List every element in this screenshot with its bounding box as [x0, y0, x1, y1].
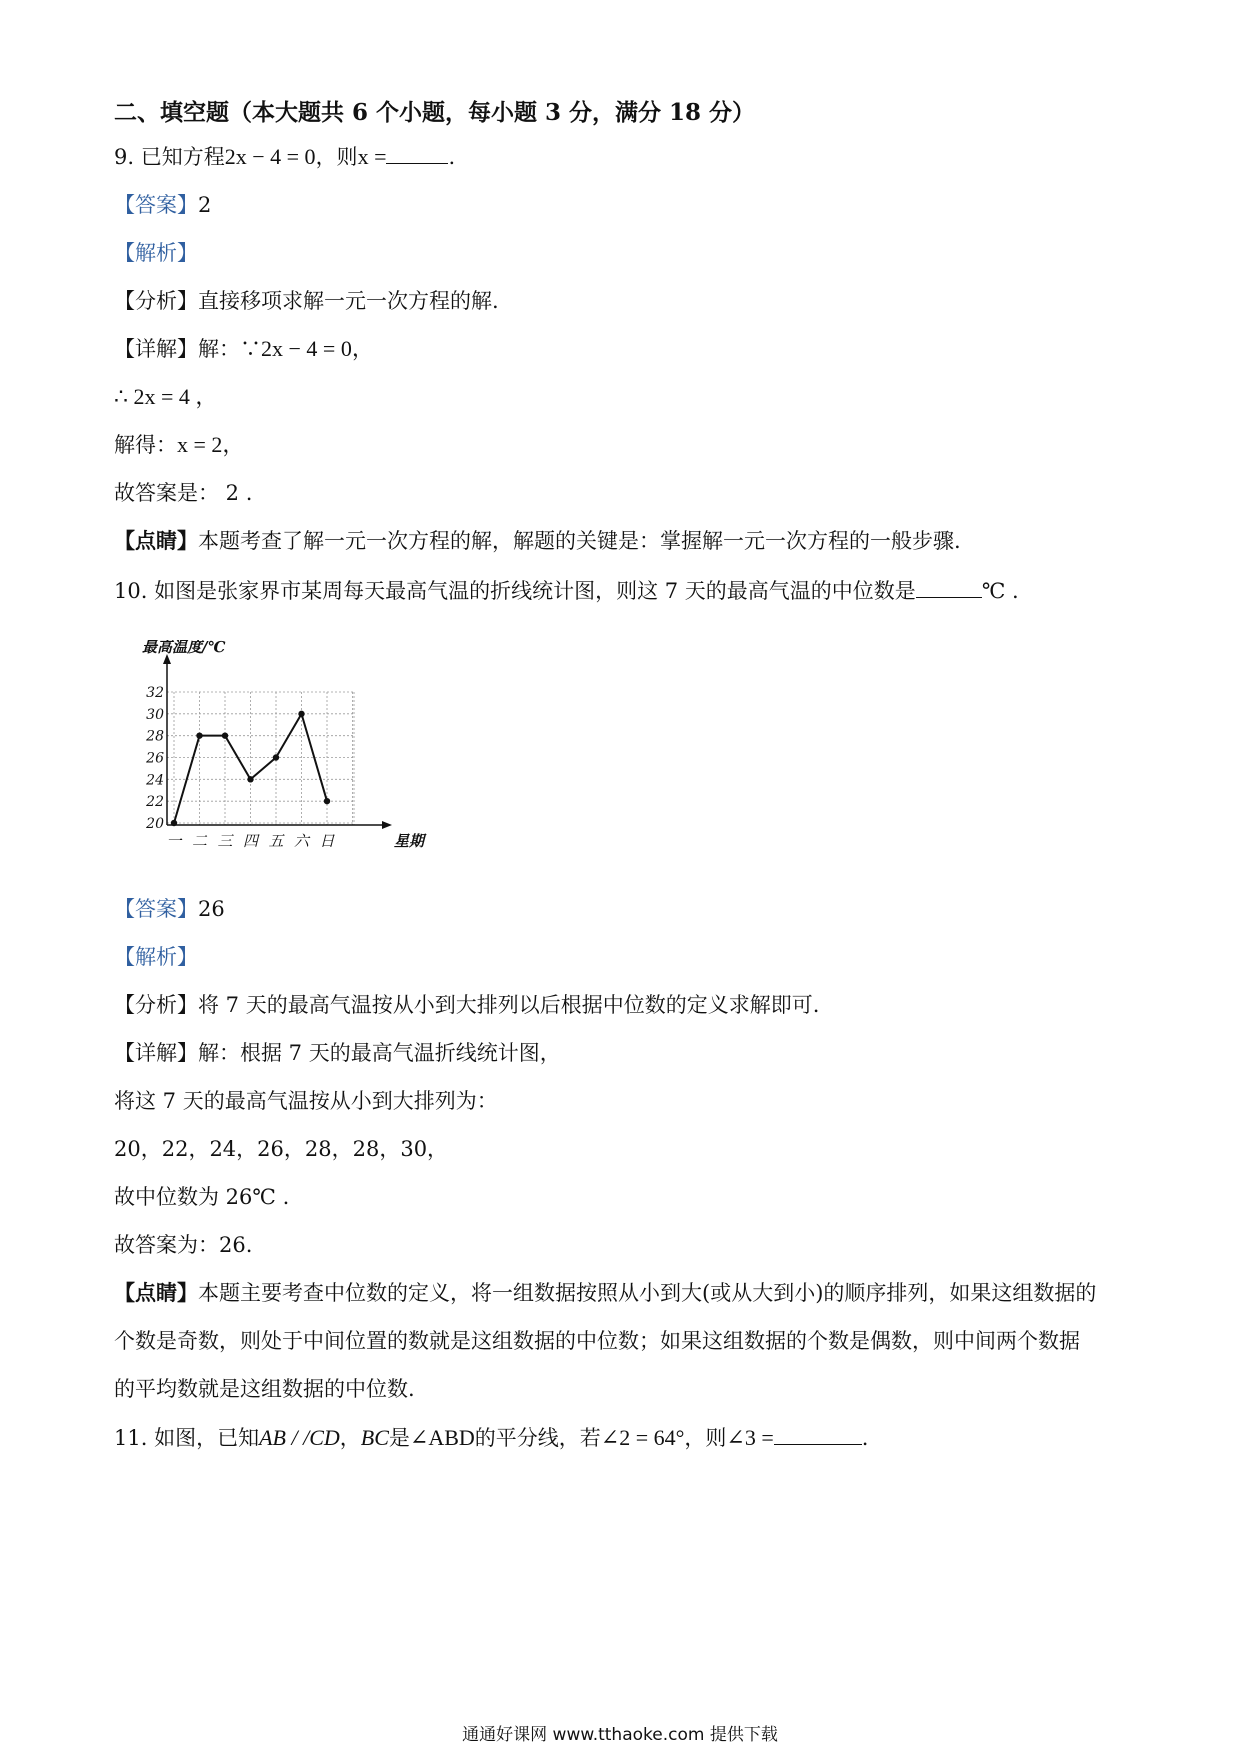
y-tick-label: 22 [146, 794, 164, 811]
x-axis-title: 星期 [394, 832, 425, 850]
q10-answer-tag: 【答案】 [114, 897, 198, 921]
q10-line3: 20，22，24，26，28，28，30， [114, 1137, 449, 1161]
q9-dianjing-text: 本题考查了解一元一次方程的解，解题的关键是：掌握解一元一次方程的一般步骤. [198, 529, 961, 553]
x-tick-label: 二 [191, 832, 208, 850]
q9-prefix: 已知方程 [140, 145, 225, 169]
q11-number: 11. [114, 1426, 148, 1450]
q10-xiangjie-tag: 【详解】 [114, 1041, 198, 1065]
q10-fenxi-text: 将 7 天的最高气温按从小到大排列以后根据中位数的定义求解即可. [198, 993, 820, 1017]
q11-angle3: ∠3 = [726, 1425, 774, 1450]
q9-step3: x = 2， [177, 432, 245, 457]
q9-answer-blank [386, 145, 448, 164]
y-tick-label: 26 [146, 750, 164, 767]
x-tick-label: 四 [242, 832, 259, 850]
data-point [196, 732, 202, 738]
q10-fenxi-tag: 【分析】 [114, 993, 198, 1017]
q9-fenxi [114, 286, 499, 316]
data-point [273, 754, 279, 760]
q10-xiangjie-text: 解：根据 7 天的最高气温折线统计图， [198, 1041, 561, 1065]
question-10 [114, 576, 1019, 606]
q10-line5: 故答案为：26. [114, 1233, 253, 1257]
y-tick-label: 20 [146, 816, 164, 832]
q9-step3-line [114, 430, 244, 460]
q9-dianjing-tag: 【点睛】 [114, 528, 198, 553]
x-tick-label: 五 [268, 832, 284, 850]
section-heading: 二、填空题（本大题共 6 个小题，每小题 3 分，满分 18 分） [114, 99, 756, 126]
q10-answer: 26 [198, 897, 225, 921]
chart-svg [140, 640, 440, 870]
q10-dianjing-1 [114, 1278, 1096, 1308]
chart-labels [142, 640, 427, 850]
q10-dianjing-text-1: 本题主要考查中位数的定义，将一组数据按照从小到大(或从大到小)的顺序排列，如果这组数据的 [198, 1281, 1097, 1305]
q11-answer-blank [774, 1426, 862, 1445]
q10-fenxi [114, 990, 819, 1020]
q9-fenxi-tag: 【分析】 [114, 289, 198, 313]
q9-fenxi-text: 直接移项求解一元一次方程的解. [198, 289, 499, 313]
data-point [247, 776, 253, 782]
q11-angle2: ∠2 = 64° [600, 1425, 685, 1450]
q11-mid2: 的平分线，若 [474, 1426, 601, 1450]
q9-xiangjie-prefix: 解：∵ [198, 337, 261, 361]
q10-number: 10. [114, 579, 148, 603]
data-point [171, 820, 177, 826]
q11-comma: ， [339, 1426, 361, 1450]
data-point [298, 711, 304, 717]
question-9 [114, 142, 455, 172]
q9-end: . [448, 145, 456, 169]
q11-mid: 是 [388, 1426, 410, 1450]
q11-bc-text: BC [360, 1425, 389, 1450]
footer: 通通好课网 www.tthaoke.com 提供下载 [462, 1725, 778, 1745]
q9-step2: ∴ 2x = 4 ， [114, 384, 218, 409]
q9-number: 9. [114, 145, 135, 169]
q9-dianjing [114, 526, 961, 556]
q10-unit: ℃ . [981, 579, 1019, 603]
x-axis-arrow [382, 821, 392, 829]
q9-conclusion: 故答案是： 2 . [114, 481, 253, 505]
chart-grid [167, 692, 354, 825]
x-tick-label: 一 [166, 832, 182, 850]
q9-answer-line [114, 190, 211, 220]
q9-xiangjie [114, 334, 374, 364]
y-tick-label: 24 [146, 772, 164, 789]
q9-analysis-tag: 【解析】 [114, 241, 198, 265]
q10-answer-line [114, 894, 225, 924]
q10-line2: 将这 7 天的最高气温按从小到大排列为： [114, 1089, 498, 1113]
data-point [324, 798, 330, 804]
y-axis-title: 最高温度/℃ [142, 640, 226, 656]
q9-step3-prefix: 解得： [114, 433, 177, 457]
q11-end: . [861, 1426, 869, 1450]
q11-ab-cd [259, 1425, 340, 1450]
y-tick-label: 32 [146, 685, 164, 701]
q11-mid3: ，则 [684, 1426, 727, 1450]
q10-dianjing-2: 个数是奇数，则处于中间位置的数就是这组数据的中位数；如果这组数据的个数是偶数，则中间两个数据 [114, 1329, 1080, 1353]
q9-var: x = [357, 144, 387, 169]
q10-dianjing-3: 的平均数就是这组数据的中位数. [114, 1377, 415, 1401]
q9-xiangjie-tag: 【详解】 [114, 337, 198, 361]
q9-answer: 2 [198, 193, 212, 217]
q9-answer-tag: 【答案】 [114, 193, 198, 217]
q11-bc [361, 1425, 389, 1450]
q9-step1: 2x − 4 = 0， [261, 336, 374, 361]
q9-equation: 2x − 4 = 0 [224, 144, 316, 169]
q11-abd: ∠ABD [409, 1425, 475, 1450]
y-tick-label: 28 [146, 728, 164, 745]
q10-analysis-tag: 【解析】 [114, 945, 198, 969]
q10-dianjing-tag: 【点睛】 [114, 1280, 198, 1305]
q10-text: 如图是张家界市某周每天最高气温的折线统计图，则这 7 天的最高气温的中位数是 [154, 579, 916, 603]
q10-answer-blank [916, 579, 982, 598]
q10-xiangjie [114, 1038, 561, 1068]
data-point [222, 732, 228, 738]
temperature-line-chart [140, 640, 440, 870]
q10-line4: 故中位数为 26℃ . [114, 1185, 290, 1209]
y-tick-label: 30 [146, 706, 164, 723]
question-11 [114, 1423, 868, 1453]
x-tick-label: 日 [319, 832, 335, 850]
q11-ab-cd-text: AB / /CD [259, 1425, 340, 1450]
q11-prefix: 如图，已知 [154, 1426, 260, 1450]
q9-mid: ，则 [315, 145, 358, 169]
x-tick-label: 三 [217, 832, 233, 850]
x-tick-label: 六 [293, 832, 310, 850]
